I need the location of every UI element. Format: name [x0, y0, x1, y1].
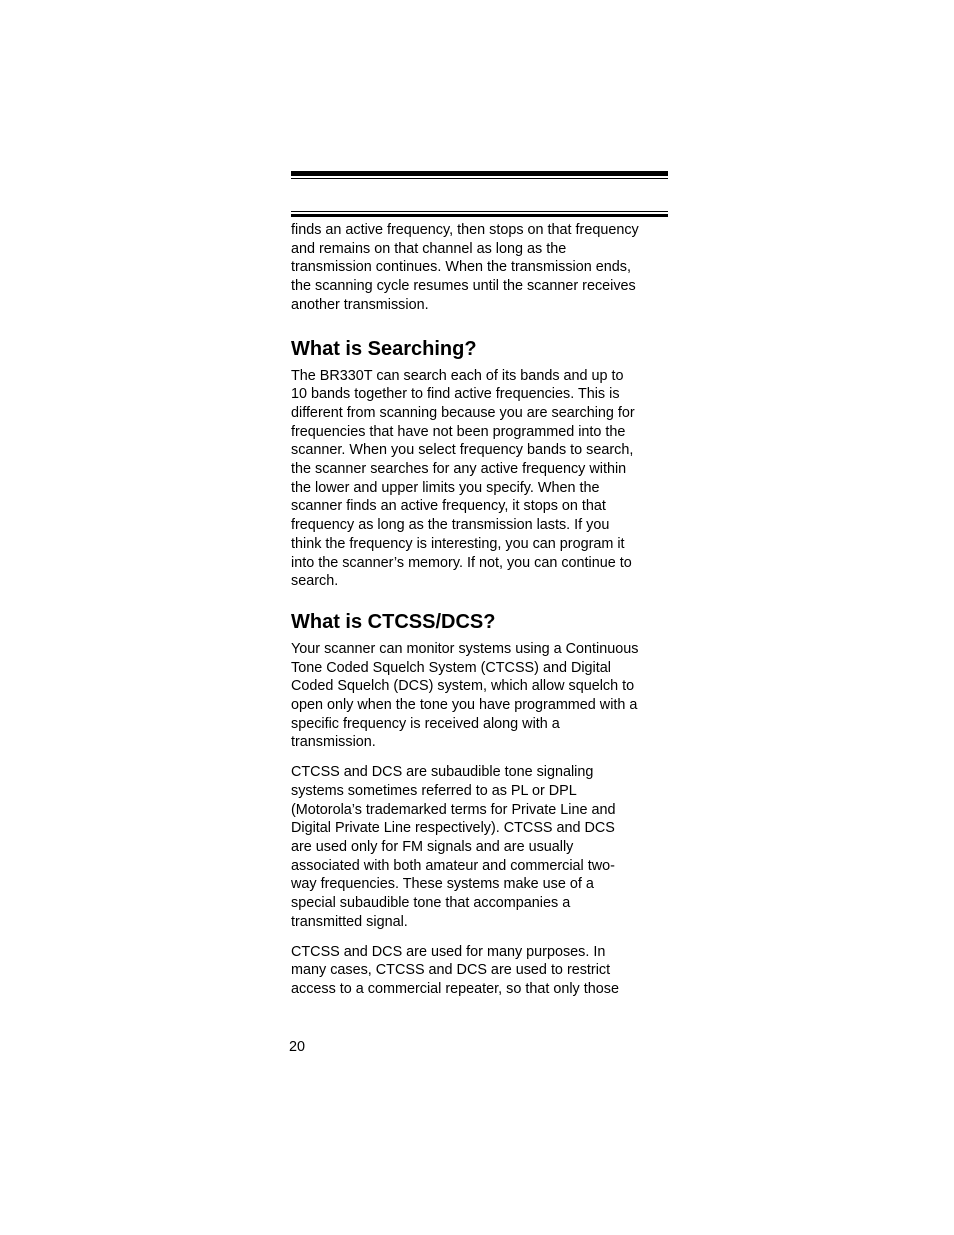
- text-line: Tone Coded Squelch System (CTCSS) and Digital: [291, 659, 611, 676]
- text-line: CTCSS and DCS are subaudible tone signaling: [291, 764, 594, 781]
- text-line: scanner. When you select frequency bands to search,: [291, 442, 634, 459]
- text-line: another transmission.: [291, 296, 429, 313]
- text-line: into the scanner’s memory. If not, you can continue to: [291, 554, 632, 571]
- header-rule-thick: [291, 171, 668, 176]
- text-line: Digital Private Line respectively). CTCSS and DCS: [291, 820, 615, 837]
- text-line: transmission.: [291, 734, 376, 751]
- text-line: special subaudible tone that accompanies a: [291, 895, 571, 912]
- text-line: Your scanner can monitor systems using a Continuous: [291, 640, 639, 657]
- text-line: frequencies that have not been programmed into the: [291, 423, 626, 440]
- intro-paragraph: [291, 221, 668, 315]
- text-line: frequency as long as the transmission lasts. If you: [291, 517, 610, 534]
- text-line: 10 bands together to find active frequencies. This is: [291, 386, 620, 403]
- text-line: search.: [291, 573, 339, 590]
- ctcss-paragraph-1: [291, 640, 668, 752]
- section-heading-ctcss: What is CTCSS/DCS?: [291, 610, 496, 633]
- text-line: specific frequency is received along with a: [291, 715, 560, 732]
- text-line: many cases, CTCSS and DCS are used to restrict: [291, 962, 611, 979]
- page-content: [291, 221, 668, 999]
- text-line: open only when the tone you have programmed with a: [291, 697, 638, 714]
- text-line: The BR330T can search each of its bands and up to: [291, 367, 624, 384]
- header-rule-thin: [291, 211, 668, 212]
- header-rule-bottom: [291, 211, 668, 217]
- text-line: systems sometimes referred to as PL or DPL: [291, 782, 577, 799]
- text-line: Coded Squelch (DCS) system, which allow squelch to: [291, 678, 635, 695]
- text-line: associated with both amateur and commercial two-: [291, 857, 615, 874]
- text-line: scanner finds an active frequency, it stops on that: [291, 498, 606, 515]
- page-number: 20: [289, 1039, 306, 1055]
- text-line: think the frequency is interesting, you can program it: [291, 535, 625, 552]
- text-line: the lower and upper limits you specify. When the: [291, 479, 600, 496]
- text-line: (Motorola’s trademarked terms for Private Line and: [291, 801, 616, 818]
- header-rule-thick: [291, 214, 668, 217]
- searching-paragraph: [291, 367, 668, 591]
- text-line: the scanner searches for any active frequency within: [291, 461, 627, 478]
- text-line: CTCSS and DCS are used for many purposes. In: [291, 943, 606, 960]
- section-heading-searching: What is Searching?: [291, 337, 477, 360]
- text-line: are used only for FM signals and are usually: [291, 838, 574, 855]
- text-line: the scanning cycle resumes until the scanner receives: [291, 278, 636, 295]
- text-line: access to a commercial repeater, so that only those: [291, 980, 619, 997]
- text-line: different from scanning because you are searching for: [291, 404, 635, 421]
- text-line: way frequencies. These systems make use of a: [291, 876, 594, 893]
- text-line: transmission continues. When the transmission ends,: [291, 259, 631, 276]
- text-line: transmitted signal.: [291, 913, 408, 930]
- text-line: finds an active frequency, then stops on that frequency: [291, 222, 639, 238]
- text-line: and remains on that channel as long as the: [291, 240, 567, 257]
- ctcss-paragraph-3: [291, 943, 668, 999]
- ctcss-paragraph-2: [291, 763, 668, 931]
- header-rule-thin: [291, 178, 668, 179]
- header-rule-top: [291, 171, 668, 179]
